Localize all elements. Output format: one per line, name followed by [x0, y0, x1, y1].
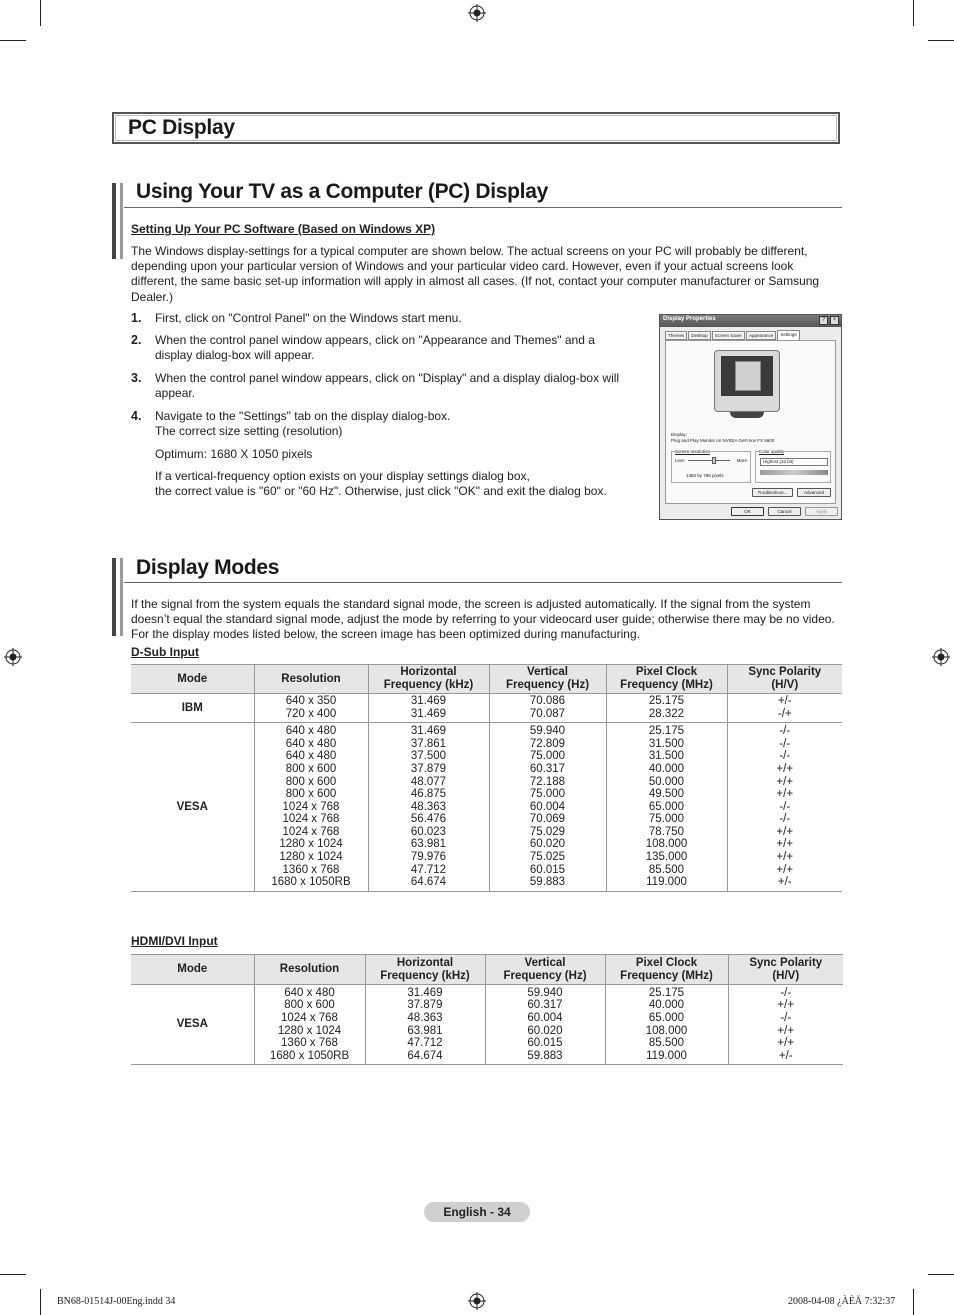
dsub-mode-table	[131, 664, 842, 892]
hfreq-cell: 31.469 37.879 48.363 63.981 47.712 64.674	[365, 985, 485, 1065]
section-bar	[112, 558, 116, 636]
tab-appearance[interactable]: Appearance	[746, 331, 776, 340]
section-bar	[112, 183, 116, 259]
pclock-cell: 25.175 31.500 31.500 40.000 50.000 49.500 65.000 75.000 78.750 108.000 135.000 85.500 119.000	[606, 723, 727, 892]
dsub-input-label: D-Sub Input	[131, 645, 199, 659]
step-text: First, click on "Control Panel" on the Windows start menu.	[155, 311, 462, 325]
page-title: PC Display	[128, 116, 235, 139]
column-header-horizontal-frequency: Horizontal Frequency (kHz)	[368, 665, 489, 694]
crop-mark	[0, 40, 26, 41]
crop-mark	[928, 1274, 954, 1275]
subheading-pc-software: Setting Up Your PC Software (Based on Windows XP)	[131, 222, 436, 236]
crop-mark	[913, 0, 914, 26]
table-row	[131, 985, 843, 1065]
section-rule	[124, 582, 842, 583]
apply-button[interactable]: Apply	[805, 507, 838, 516]
monitor-screen	[721, 356, 773, 396]
step-text: When the control panel window appears, click on "Display" and a display dialog-box will appear.	[155, 371, 620, 401]
page-number-badge: English - 34	[424, 1202, 530, 1222]
hfreq-cell: 31.469 37.861 37.500 37.879 48.077 46.875 48.363 56.476 60.023 63.981 79.976 47.712 64.674	[368, 723, 489, 892]
pclock-cell: 25.175 28.322	[606, 694, 727, 723]
column-header-vertical-frequency: Vertical Frequency (Hz)	[489, 665, 606, 694]
mode-cell: IBM	[131, 694, 254, 723]
table-row	[131, 694, 842, 723]
table-row	[131, 723, 842, 892]
step-text: Navigate to the "Settings" tab on the display dialog-box. The correct size setting (resolution)	[155, 409, 451, 439]
intro-paragraph: The Windows display-settings for a typical computer are shown below. The actual screens on your PC will probably be different, depending upon your particular version of Windows and your particular video card. However, even if your actual screens look different, the same basic set-up information will apply in almost all cases. (If not, contact your computer manufacturer or Samsung Dealer.)	[131, 244, 820, 304]
optimum-resolution: Optimum: 1680 X 1050 pixels	[155, 447, 313, 461]
section-bar	[120, 183, 123, 259]
registration-mark-icon	[468, 4, 486, 22]
resolution-cell: 640 x 350 720 x 400	[254, 694, 368, 723]
crop-mark	[0, 1274, 26, 1275]
advanced-button[interactable]: Advanced	[797, 488, 831, 497]
step-number: 4.	[131, 409, 142, 423]
dialog-tabs	[665, 331, 800, 340]
vfreq-cell: 70.086 70.087	[489, 694, 606, 723]
section-title-display-modes: Display Modes	[136, 556, 280, 579]
hfreq-cell: 31.469 31.469	[368, 694, 489, 723]
file-slug: BN68-01514J-00Eng.indd 34	[57, 1296, 176, 1307]
cancel-button[interactable]: Cancel	[768, 507, 801, 516]
table-header-row	[131, 665, 842, 694]
registration-mark-icon	[468, 1292, 486, 1310]
mode-cell: VESA	[131, 723, 254, 892]
monitor-stand	[730, 412, 764, 418]
color-quality-group	[755, 451, 831, 483]
monitor-icon	[714, 350, 780, 412]
resolution-label: Screen resolution	[675, 449, 711, 454]
settings-panel	[665, 340, 836, 504]
crop-mark	[40, 0, 41, 26]
display-properties-screenshot	[659, 314, 842, 520]
color-quality-label: Color quality	[759, 449, 785, 454]
dialog-title: Display Properties	[663, 316, 716, 322]
print-timestamp: 2008-04-08 ¿ÀÈÄ 7:32:37	[788, 1296, 896, 1307]
ok-button[interactable]: OK	[731, 507, 764, 516]
section-rule	[124, 207, 842, 208]
resolution-slider[interactable]	[688, 460, 730, 461]
preview-window	[735, 361, 761, 391]
column-header-sync-polarity: Sync Polarity (H/V)	[727, 665, 842, 694]
hdmi-dvi-input-label: HDMI/DVI Input	[131, 934, 218, 948]
mode-cell: VESA	[131, 985, 254, 1065]
tab-themes[interactable]: Themes	[665, 331, 687, 340]
help-icon[interactable]: ?	[819, 316, 828, 325]
pclock-cell: 25.175 40.000 65.000 108.000 85.500 119.000	[605, 985, 728, 1065]
tab-desktop[interactable]: Desktop	[688, 331, 711, 340]
table-header-row	[131, 955, 843, 985]
column-header-resolution: Resolution	[254, 665, 368, 694]
vfreq-cell: 59.940 72.809 75.000 60.317 72.188 75.000 60.004 70.069 75.029 60.020 75.025 60.015 59.883	[489, 723, 606, 892]
column-header-sync-polarity: Sync Polarity (H/V)	[728, 955, 843, 985]
column-header-mode: Mode	[131, 665, 254, 694]
display-value: Plug and Play Monitor on NVIDIA GeForce FX 5600	[671, 438, 775, 443]
column-header-horizontal-frequency: Horizontal Frequency (kHz)	[365, 955, 485, 985]
color-quality-select[interactable]: Highest (32 bit)	[760, 458, 828, 466]
step-number: 2.	[131, 333, 142, 347]
tab-settings[interactable]: Settings	[777, 330, 799, 340]
section-bar	[120, 558, 123, 636]
vertical-frequency-note: If a vertical-frequency option exists on your display settings dialog box, the correct value is "60" or "60 Hz". Otherwise, just click "OK" and exit the dialog box.	[155, 469, 607, 499]
tab-screen-saver[interactable]: Screen Saver	[712, 331, 745, 340]
sync-cell: -/- +/+ -/- +/+ +/+ +/-	[728, 985, 843, 1065]
column-header-mode: Mode	[131, 955, 254, 985]
resolution-value: 1360 by 768 pixels	[686, 473, 724, 478]
registration-mark-icon	[932, 648, 950, 666]
resolution-group	[671, 451, 751, 483]
hdmi-mode-table	[131, 954, 843, 1065]
column-header-pixel-clock: Pixel Clock Frequency (MHz)	[606, 665, 727, 694]
column-header-pixel-clock: Pixel Clock Frequency (MHz)	[605, 955, 728, 985]
display-modes-intro: If the signal from the system equals the standard signal mode, the screen is adjusted automatically. If the signal from the system doesn’t equal the standard signal mode, adjust the mode by referring to your videocard user guide; otherwise there may be no video. For the display modes listed below, the screen image has been optimized during manufacturing.	[131, 597, 835, 642]
resolution-cell: 640 x 480 800 x 600 1024 x 768 1280 x 1024 1360 x 768 1680 x 1050RB	[254, 985, 365, 1065]
display-label: Display:	[671, 432, 688, 437]
color-bar	[760, 470, 828, 475]
column-header-vertical-frequency: Vertical Frequency (Hz)	[485, 955, 605, 985]
crop-mark	[40, 1289, 41, 1315]
crop-mark	[928, 40, 954, 41]
slider-thumb[interactable]	[712, 457, 716, 464]
step-number: 3.	[131, 371, 142, 385]
step-number: 1.	[131, 311, 142, 325]
step-text: When the control panel window appears, click on "Appearance and Themes" and a display dialog-box will appear.	[155, 333, 595, 363]
resolution-cell: 640 x 480 640 x 480 640 x 480 800 x 600 800 x 600 800 x 600 1024 x 768 1024 x 768 1024 x 768 1280 x 1024 1280 x 1024 1360 x 768 1680 x 1050RB	[254, 723, 368, 892]
sync-cell: -/- -/- -/- +/+ +/+ +/+ -/- -/- +/+ +/+ +/+ +/+ +/-	[727, 723, 842, 892]
section-title-pc-display: Using Your TV as a Computer (PC) Display	[136, 180, 548, 203]
more-label: More	[736, 458, 747, 463]
sync-cell: +/- -/+	[727, 694, 842, 723]
crop-mark	[913, 1289, 914, 1315]
registration-mark-icon	[4, 648, 22, 666]
close-icon[interactable]: ×	[830, 316, 839, 325]
troubleshoot-button[interactable]: Troubleshoot...	[752, 488, 793, 497]
less-label: Less	[675, 458, 685, 463]
dialog-titlebar	[660, 315, 841, 327]
column-header-resolution: Resolution	[254, 955, 365, 985]
vfreq-cell: 59.940 60.317 60.004 60.020 60.015 59.883	[485, 985, 605, 1065]
